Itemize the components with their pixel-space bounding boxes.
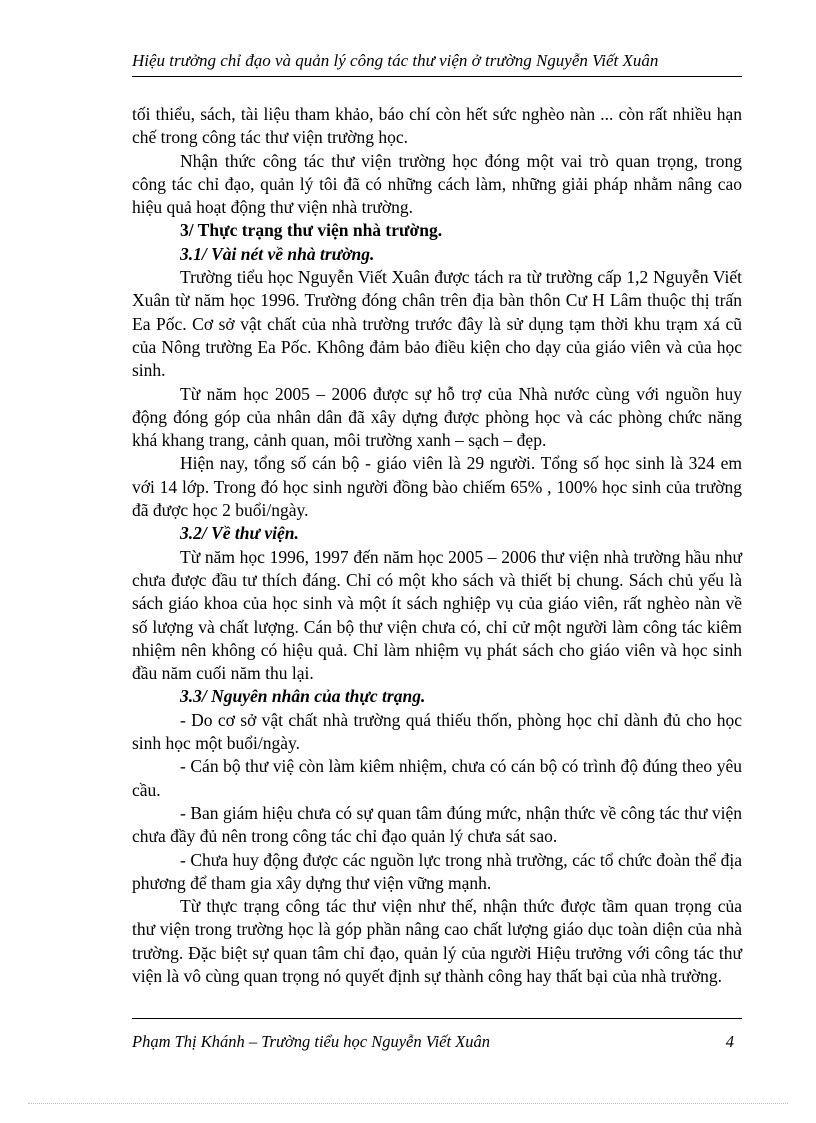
paragraph: Từ năm học 2005 – 2006 được sự hỗ trợ của Nhà nước cùng với nguồn huy động đóng góp của nhân dân đã xây dựng được phòng học và các phòng chức năng khá khang trang, cảnh quan, môi trường xanh – sạch – đẹp. (132, 383, 742, 451)
subsection-heading: 3.2/ Về thư viện. (180, 523, 299, 544)
page-number: 4 (725, 1032, 734, 1051)
subsection-heading: 3.1/ Vài nét về nhà trường. (180, 243, 375, 264)
subsection-heading: 3.3/ Nguyên nhân của thực trạng. (180, 686, 426, 707)
running-header: Hiệu trưởng chỉ đạo và quản lý công tác thư viện ở trường Nguyễn Viết Xuân (132, 50, 742, 77)
paragraph: Hiện nay, tổng số cán bộ - giáo viên là 29 người. Tổng số học sinh là 324 em với 14 lớp. Trong đó học sinh người đồng bào chiếm 65% , 100% học sinh của trường đã được học 2 buổi/ngày. (132, 453, 742, 521)
bullet-item: - Do cơ sở vật chất nhà trường quá thiếu thốn, phòng học chỉ dành đủ cho học sinh học một buổi/ngày. (132, 709, 742, 754)
bullet-item: - Cán bộ thư việ còn làm kiêm nhiệm, chưa có cán bộ có trình độ đúng theo yêu cầu. (132, 756, 742, 800)
section-heading: 3/ Thực trạng thư viện nhà trường. (180, 220, 443, 241)
bullet-item: - Ban giám hiệu chưa có sự quan tâm đúng mức, nhận thức về công tác thư viện chưa đầy đủ nên trong công tác chỉ đạo quản lý chưa sát sao. (132, 802, 742, 847)
page-body (132, 103, 742, 988)
paragraph: Nhận thức công tác thư viện trường học đóng một vai trò quan trọng, trong công tác chỉ đạo, quản lý tôi đã có những cách làm, những giải pháp nhằm nâng cao hiệu quả hoạt động thư viện nhà trường. (132, 150, 742, 218)
paragraph: Trường tiểu học Nguyễn Viết Xuân được tách ra từ trường cấp 1,2 Nguyễn Viết Xuân từ năm học 1996. Trường đóng chân trên địa bàn thôn Cư H Lâm thuộc thị trấn Ea Pốc. Cơ sở vật chất của nhà trường trước đây là sử dụng tạm thời khu trạm xá cũ của Nông trường Ea Pốc. Không đảm bảo điều kiện cho dạy của giáo viên và của học sinh. (132, 267, 742, 381)
paragraph: tối thiểu, sách, tài liệu tham khảo, báo chí còn hết sức nghèo nàn ... còn rất nhiều hạn chế trong công tác thư viện trường học. (132, 104, 742, 148)
footer-author: Phạm Thị Khánh – Trường tiểu học Nguyễn Viết Xuân (132, 1032, 491, 1051)
running-footer (132, 1018, 742, 1053)
paragraph: Từ năm học 1996, 1997 đến năm học 2005 – 2006 thư viện nhà trường hầu như chưa được đầu tư thích đáng. Chỉ có một kho sách và thiết bị chung. Sách chủ yếu là sách giáo khoa của học sinh và một ít sách nghiệp vụ của giáo viên, rất nghèo nàn về số lượng và chất lượng. Cán bộ thư viện chưa có, chỉ cử một người làm công tác kiêm nhiệm nên không có hiệu quả. Chỉ làm nhiệm vụ phát sách cho giáo viên và học sinh đầu năm cuối năm thu lại. (132, 546, 742, 684)
page-edge-divider (28, 1103, 788, 1104)
paragraph: Từ thực trạng công tác thư viện như thế, nhận thức được tầm quan trọng của thư viện trong trường học là góp phần nâng cao chất lượng giáo dục toàn diện của nhà trường. Đặc biệt sự quan tâm chỉ đạo, quản lý của người Hiệu trưởng với công tác thư viện là vô cùng quan trọng nó quyết định sự thành công hay thất bại của nhà trường. (132, 896, 742, 986)
bullet-item: - Chưa huy động được các nguồn lực trong nhà trường, các tổ chức đoàn thể địa phương để tham gia xây dựng thư viện vững mạnh. (132, 849, 742, 893)
